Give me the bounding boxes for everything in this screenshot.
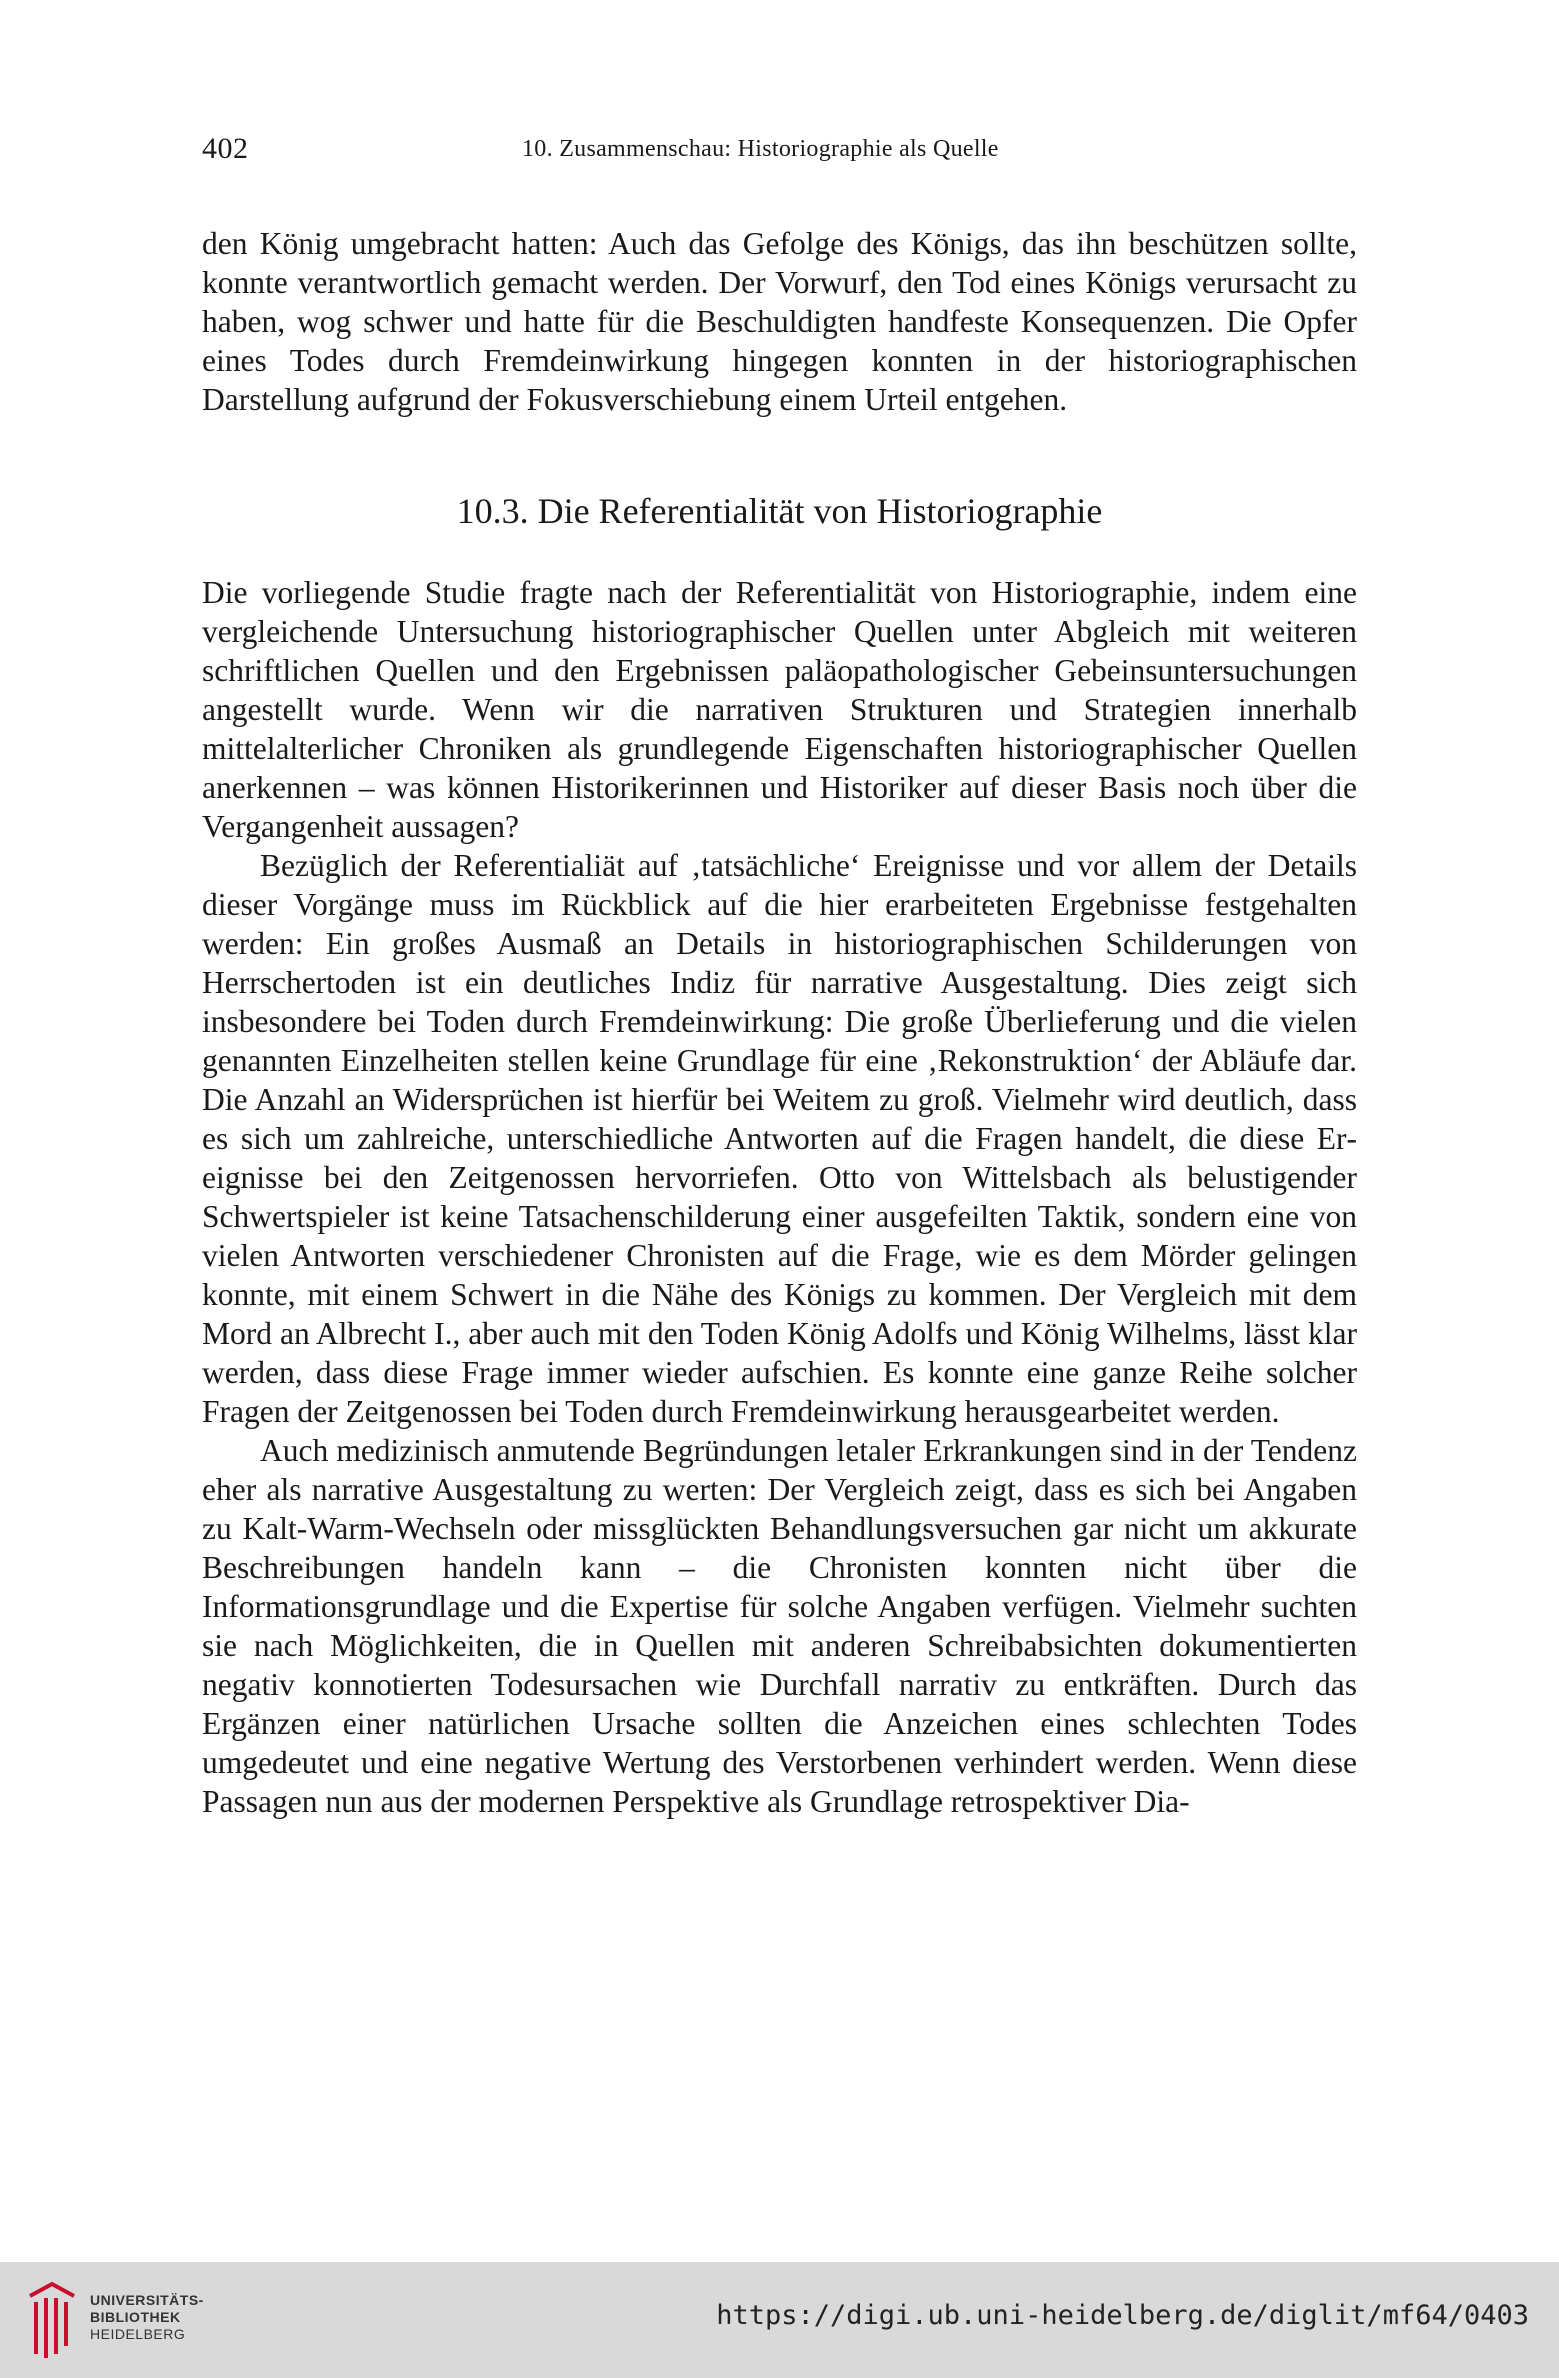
- library-name: [90, 2292, 204, 2343]
- library-name-line-3: HEIDELBERG: [90, 2326, 186, 2342]
- body-text: [202, 224, 1357, 1821]
- running-head: [202, 132, 1357, 172]
- library-logo-icon: [22, 2276, 82, 2362]
- footer-bar: [0, 2262, 1559, 2378]
- running-title: 10. Zusammenschau: Historiographie als Quelle: [522, 136, 999, 162]
- page-number: 402: [202, 132, 249, 165]
- paragraph-3: Auch medizinisch anmutende Begründungen letaler Erkrankungen sind in der Tendenz eher als narrative Ausgestaltung zu werten: Der Vergleich zeigt, dass es sich bei Angaben zu Kalt-Warm-Wechseln oder missglückten Behandlungsversuchen gar nicht um akkurate Beschreibungen handeln kann – die Chronisten konnten nicht über die Informationsgrundlage und die Expertise für solche Angaben verfügen. Vielmehr suchten sie nach Möglichkeiten, die in Quellen mit anderen Schreibabsichten dokumentierten negativ konnotierten Todesursachen wie Durchfall narrativ zu entkräften. Durch das Ergänzen einer natürlichen Ursache sollten die Anzeichen eines schlechten Todes umgedeutet und eine negative Wertung des Verstorbenen verhindert werden. Wenn diese Passagen nun aus der modernen Perspektive als Grundlage retrospektiver Dia-: [202, 1433, 1357, 1819]
- paragraph-continued: den König umgebracht hatten: Auch das Gefolge des Königs, das ihn beschützen sollte, konnte verantwortlich gemacht werden. Der Vorwurf, den Tod eines Königs verursacht zu haben, wog schwer und hatte für die Beschuldigten handfeste Konsequenzen. Die Opfer eines Todes durch Fremdeinwirkung hingegen konnten in der historiographischen Darstellung aufgrund der Fokusverschiebung einem Urteil entgehen.: [202, 226, 1357, 417]
- section-heading: 10.3. Die Referentialität von Historiographie: [456, 491, 1103, 531]
- paragraph-2: Bezüglich der Referentialiät auf ‚tatsächliche‘ Ereignisse und vor allem der Details dieser Vorgänge muss im Rückblick auf die hier erarbeiteten Ergebnisse festgehalten werden: Ein großes Ausmaß an Details in historiographischen Schilderungen von Herrschertoden ist ein deutliches Indiz für narrative Ausgestaltung. Dies zeigt sich insbesondere bei Toden durch Fremdeinwirkung: Die große Überlieferung und die vielen genannten Einzelheiten stellen keine Grundlage für eine ‚Rekonstruktion‘ der Abläufe dar. Die Anzahl an Widersprüchen ist hierfür bei Weitem zu groß. Vielmehr wird deutlich, dass es sich um zahlreiche, unterschiedliche Antworten auf die Fragen handelt, die diese Ereignisse bei den Zeitgenossen hervorriefen. Otto von Wittelsbach als belustigender Schwertspieler ist keine Tatsachenschilderung einer ausgefeilten Taktik, sondern eine von vielen Antworten verschiedener Chronisten auf die Frage, wie es dem Mörder gelingen konnte, mit einem Schwert in die Nähe des Königs zu kommen. Der Vergleich mit dem Mord an Albrecht I., aber auch mit den Toden König Adolfs und König Wilhelms, lässt klar werden, dass diese Frage immer wieder aufschien. Es konnte eine ganze Reihe solcher Fragen der Zeitgenossen bei Toden durch Fremdeinwirkung herausgearbeitet werden.: [202, 848, 1357, 1429]
- library-name-line-1: UNIVERSITÄTS-: [90, 2292, 204, 2308]
- source-url-link[interactable]: https://digi.ub.uni-heidelberg.de/diglit/mf64/0403: [716, 2300, 1529, 2331]
- library-name-line-2: BIBLIOTHEK: [90, 2309, 181, 2325]
- paragraph-1: Die vorliegende Studie fragte nach der Referentialität von Historiographie, indem eine vergleichende Untersuchung historiographischer Quellen unter Abgleich mit weiteren schriftlichen Quellen und den Ergebnissen paläopathologischer Gebeinsuntersuchungen angestellt wurde. Wenn wir die narrativen Strukturen und Strategien innerhalb mittelalterlicher Chroniken als grundlegende Eigenschaften historiographischer Quellen anerkennen – was können Historikerinnen und Historiker auf dieser Basis noch über die Vergangenheit aussagen?: [202, 575, 1357, 844]
